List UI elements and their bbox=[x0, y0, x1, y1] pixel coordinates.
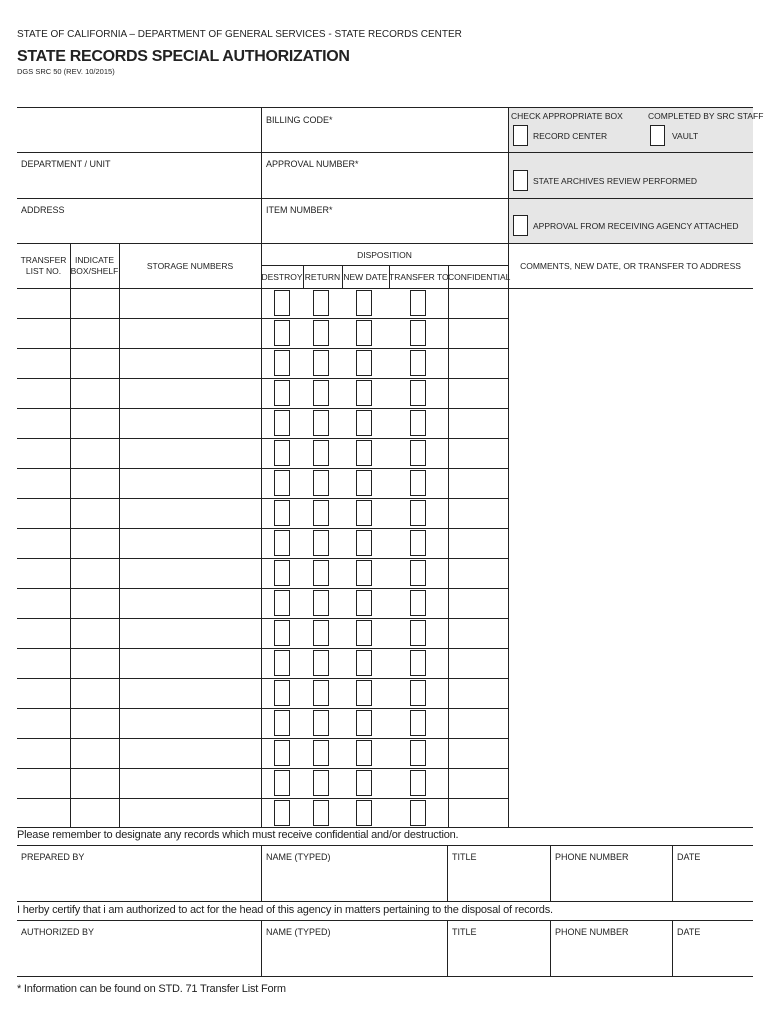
comments-field[interactable] bbox=[509, 289, 753, 826]
divider bbox=[17, 920, 753, 921]
confidential-cell[interactable] bbox=[449, 589, 507, 617]
indicate-cell[interactable] bbox=[71, 619, 118, 647]
storage-cell[interactable] bbox=[120, 739, 260, 767]
col-transfer-list-header bbox=[17, 255, 70, 277]
indicate-cell[interactable] bbox=[71, 649, 118, 677]
destroy-checkbox[interactable] bbox=[274, 650, 290, 676]
transfer-to-checkbox[interactable] bbox=[410, 620, 426, 646]
prepared-phone-field[interactable] bbox=[551, 864, 671, 900]
billing-code-field[interactable] bbox=[262, 125, 507, 151]
col-indicate-header bbox=[70, 255, 119, 277]
transfer-list-cell[interactable] bbox=[18, 769, 69, 797]
transfer-to-checkbox[interactable] bbox=[410, 560, 426, 586]
return-checkbox[interactable] bbox=[313, 590, 329, 616]
destroy-checkbox[interactable] bbox=[274, 620, 290, 646]
confidential-cell[interactable] bbox=[449, 409, 507, 437]
authorized-date-field[interactable] bbox=[673, 939, 753, 975]
divider bbox=[17, 901, 753, 902]
authorized-phone-label: PHONE NUMBER bbox=[555, 927, 629, 937]
form-title: STATE RECORDS SPECIAL AUTHORIZATION bbox=[17, 48, 350, 65]
return-checkbox[interactable] bbox=[313, 320, 329, 346]
storage-cell[interactable] bbox=[120, 799, 260, 827]
authorized-title-label: TITLE bbox=[452, 927, 477, 937]
confidential-cell[interactable] bbox=[449, 529, 507, 557]
transfer-to-checkbox[interactable] bbox=[410, 440, 426, 466]
divider bbox=[508, 107, 509, 243]
transfer-to-checkbox[interactable] bbox=[410, 740, 426, 766]
authorized-by-label: AUTHORIZED BY bbox=[21, 927, 95, 937]
record-center-checkbox[interactable] bbox=[513, 125, 528, 146]
authorized-phone-field[interactable] bbox=[551, 939, 671, 975]
return-checkbox[interactable] bbox=[313, 290, 329, 316]
confidential-cell[interactable] bbox=[449, 439, 507, 467]
destroy-checkbox[interactable] bbox=[274, 410, 290, 436]
destroy-checkbox[interactable] bbox=[274, 590, 290, 616]
return-checkbox[interactable] bbox=[313, 410, 329, 436]
divider bbox=[261, 265, 508, 266]
transfer-to-checkbox[interactable] bbox=[410, 350, 426, 376]
confidential-cell[interactable] bbox=[449, 559, 507, 587]
new-date-checkbox[interactable] bbox=[356, 350, 372, 376]
transfer-to-checkbox[interactable] bbox=[410, 320, 426, 346]
new-date-checkbox[interactable] bbox=[356, 410, 372, 436]
indicate-cell[interactable] bbox=[71, 529, 118, 557]
new-date-checkbox[interactable] bbox=[356, 290, 372, 316]
indicate-cell[interactable] bbox=[71, 289, 118, 317]
storage-cell[interactable] bbox=[120, 319, 260, 347]
transfer-to-checkbox[interactable] bbox=[410, 470, 426, 496]
prepared-date-field[interactable] bbox=[673, 864, 753, 900]
department-unit-field[interactable] bbox=[18, 170, 260, 197]
indicate-cell[interactable] bbox=[71, 409, 118, 437]
new-date-checkbox[interactable] bbox=[356, 380, 372, 406]
transfer-list-cell[interactable] bbox=[18, 739, 69, 767]
transfer-list-cell[interactable] bbox=[18, 649, 69, 677]
billing-code-label: BILLING CODE* bbox=[266, 115, 333, 125]
divider bbox=[17, 198, 753, 199]
transfer-to-checkbox[interactable] bbox=[410, 800, 426, 826]
new-date-checkbox[interactable] bbox=[356, 650, 372, 676]
approval-receiving-checkbox[interactable] bbox=[513, 215, 528, 236]
storage-cell[interactable] bbox=[120, 709, 260, 737]
item-number-field[interactable] bbox=[262, 216, 507, 242]
transfer-list-cell[interactable] bbox=[18, 289, 69, 317]
confidential-cell[interactable] bbox=[449, 799, 507, 827]
prepared-date-label: DATE bbox=[677, 852, 701, 862]
form-number: DGS SRC 50 (REV. 10/2015) bbox=[17, 67, 115, 76]
storage-cell[interactable] bbox=[120, 589, 260, 617]
confidential-cell[interactable] bbox=[449, 349, 507, 377]
divider bbox=[17, 976, 753, 977]
new-date-checkbox[interactable] bbox=[356, 800, 372, 826]
storage-cell[interactable] bbox=[120, 379, 260, 407]
destroy-checkbox[interactable] bbox=[274, 500, 290, 526]
col-destroy-header: DESTROY bbox=[261, 272, 303, 282]
indicate-cell[interactable] bbox=[71, 469, 118, 497]
address-field[interactable] bbox=[18, 216, 260, 242]
confidential-cell[interactable] bbox=[449, 619, 507, 647]
transfer-to-checkbox[interactable] bbox=[410, 680, 426, 706]
storage-cell[interactable] bbox=[120, 439, 260, 467]
approval-receiving-label: APPROVAL FROM RECEIVING AGENCY ATTACHED bbox=[533, 221, 739, 231]
storage-cell[interactable] bbox=[120, 769, 260, 797]
col-transfer-to-header: TRANSFER TO bbox=[389, 272, 449, 282]
new-date-checkbox[interactable] bbox=[356, 560, 372, 586]
return-checkbox[interactable] bbox=[313, 680, 329, 706]
indicate-cell[interactable] bbox=[71, 769, 118, 797]
destroy-checkbox[interactable] bbox=[274, 380, 290, 406]
transfer-to-checkbox[interactable] bbox=[410, 380, 426, 406]
confidential-cell[interactable] bbox=[449, 769, 507, 797]
indicate-cell[interactable] bbox=[71, 559, 118, 587]
header-line: TRANSFER bbox=[20, 255, 67, 265]
transfer-to-checkbox[interactable] bbox=[410, 500, 426, 526]
confidential-cell[interactable] bbox=[449, 739, 507, 767]
confidential-note: Please remember to designate any records which must receive confidential and/or destruction. bbox=[17, 829, 459, 841]
storage-cell[interactable] bbox=[120, 289, 260, 317]
destroy-checkbox[interactable] bbox=[274, 350, 290, 376]
storage-cell[interactable] bbox=[120, 559, 260, 587]
return-checkbox[interactable] bbox=[313, 620, 329, 646]
authorized-date-label: DATE bbox=[677, 927, 701, 937]
prepared-phone-label: PHONE NUMBER bbox=[555, 852, 629, 862]
return-checkbox[interactable] bbox=[313, 560, 329, 586]
certify-note: I herby certify that i am authorized to act for the head of this agency in matters pertaining to the disposal of records. bbox=[17, 904, 553, 916]
footnote: * Information can be found on STD. 71 Transfer List Form bbox=[17, 983, 286, 995]
transfer-list-cell[interactable] bbox=[18, 619, 69, 647]
new-date-checkbox[interactable] bbox=[356, 680, 372, 706]
authorized-name-label: NAME (TYPED) bbox=[266, 927, 331, 937]
disposition-header: DISPOSITION bbox=[357, 250, 412, 260]
indicate-cell[interactable] bbox=[71, 709, 118, 737]
prepared-title-label: TITLE bbox=[452, 852, 477, 862]
storage-cell[interactable] bbox=[120, 469, 260, 497]
transfer-to-checkbox[interactable] bbox=[410, 290, 426, 316]
indicate-cell[interactable] bbox=[71, 799, 118, 827]
col-new-date-header: NEW DATE bbox=[343, 272, 388, 282]
transfer-to-checkbox[interactable] bbox=[410, 530, 426, 556]
col-confidential-header: CONFIDENTIAL bbox=[448, 272, 511, 282]
destroy-checkbox[interactable] bbox=[274, 560, 290, 586]
destroy-checkbox[interactable] bbox=[274, 740, 290, 766]
confidential-cell[interactable] bbox=[449, 469, 507, 497]
transfer-list-cell[interactable] bbox=[18, 379, 69, 407]
item-number-label: ITEM NUMBER* bbox=[266, 205, 333, 215]
new-date-checkbox[interactable] bbox=[356, 710, 372, 736]
prepared-name-field[interactable] bbox=[262, 864, 446, 900]
return-checkbox[interactable] bbox=[313, 530, 329, 556]
transfer-list-cell[interactable] bbox=[18, 709, 69, 737]
confidential-cell[interactable] bbox=[449, 709, 507, 737]
storage-cell[interactable] bbox=[120, 409, 260, 437]
divider bbox=[17, 243, 753, 244]
divider bbox=[17, 152, 753, 153]
confidential-cell[interactable] bbox=[449, 499, 507, 527]
new-date-checkbox[interactable] bbox=[356, 740, 372, 766]
storage-cell[interactable] bbox=[120, 649, 260, 677]
divider bbox=[17, 827, 753, 828]
return-checkbox[interactable] bbox=[313, 440, 329, 466]
transfer-to-checkbox[interactable] bbox=[410, 650, 426, 676]
new-date-checkbox[interactable] bbox=[356, 620, 372, 646]
vault-checkbox[interactable] bbox=[650, 125, 665, 146]
indicate-cell[interactable] bbox=[71, 679, 118, 707]
divider bbox=[17, 107, 753, 108]
divider bbox=[17, 845, 753, 846]
indicate-cell[interactable] bbox=[71, 349, 118, 377]
destroy-checkbox[interactable] bbox=[274, 770, 290, 796]
return-checkbox[interactable] bbox=[313, 350, 329, 376]
col-comments-header: COMMENTS, NEW DATE, OR TRANSFER TO ADDRESS bbox=[520, 261, 741, 271]
header-line: BOX/SHELF bbox=[70, 266, 119, 276]
confidential-cell[interactable] bbox=[449, 379, 507, 407]
indicate-cell[interactable] bbox=[71, 499, 118, 527]
destroy-checkbox[interactable] bbox=[274, 710, 290, 736]
storage-cell[interactable] bbox=[120, 529, 260, 557]
return-checkbox[interactable] bbox=[313, 470, 329, 496]
storage-cell[interactable] bbox=[120, 499, 260, 527]
header-line: INDICATE bbox=[74, 255, 115, 265]
transfer-list-cell[interactable] bbox=[18, 589, 69, 617]
transfer-to-checkbox[interactable] bbox=[410, 710, 426, 736]
destroy-checkbox[interactable] bbox=[274, 800, 290, 826]
transfer-list-cell[interactable] bbox=[18, 349, 69, 377]
prepared-title-field[interactable] bbox=[448, 864, 549, 900]
indicate-cell[interactable] bbox=[71, 439, 118, 467]
indicate-cell[interactable] bbox=[71, 379, 118, 407]
archives-review-checkbox[interactable] bbox=[513, 170, 528, 191]
confidential-cell[interactable] bbox=[449, 319, 507, 347]
confidential-cell[interactable] bbox=[449, 649, 507, 677]
prepared-by-field[interactable] bbox=[18, 864, 260, 900]
indicate-cell[interactable] bbox=[71, 739, 118, 767]
destroy-checkbox[interactable] bbox=[274, 320, 290, 346]
return-checkbox[interactable] bbox=[313, 500, 329, 526]
completed-by-heading: COMPLETED BY SRC STAFF bbox=[648, 111, 764, 121]
archives-review-label: STATE ARCHIVES REVIEW PERFORMED bbox=[533, 176, 698, 186]
authorized-name-field[interactable] bbox=[262, 939, 446, 975]
indicate-cell[interactable] bbox=[71, 319, 118, 347]
new-date-checkbox[interactable] bbox=[356, 470, 372, 496]
storage-cell[interactable] bbox=[120, 679, 260, 707]
record-center-label: RECORD CENTER bbox=[533, 131, 608, 141]
storage-cell[interactable] bbox=[120, 619, 260, 647]
return-checkbox[interactable] bbox=[313, 770, 329, 796]
transfer-list-cell[interactable] bbox=[18, 499, 69, 527]
destroy-checkbox[interactable] bbox=[274, 290, 290, 316]
new-date-checkbox[interactable] bbox=[356, 530, 372, 556]
check-box-heading: CHECK APPROPRIATE BOX bbox=[511, 111, 623, 121]
authorized-by-field[interactable] bbox=[18, 939, 260, 975]
transfer-list-cell[interactable] bbox=[18, 799, 69, 827]
transfer-list-cell[interactable] bbox=[18, 409, 69, 437]
return-checkbox[interactable] bbox=[313, 800, 329, 826]
destroy-checkbox[interactable] bbox=[274, 530, 290, 556]
col-storage-header: STORAGE NUMBERS bbox=[146, 261, 234, 271]
approval-number-field[interactable] bbox=[262, 170, 507, 197]
approval-number-label: APPROVAL NUMBER* bbox=[266, 159, 359, 169]
new-date-checkbox[interactable] bbox=[356, 590, 372, 616]
prepared-name-label: NAME (TYPED) bbox=[266, 852, 331, 862]
transfer-list-cell[interactable] bbox=[18, 529, 69, 557]
prepared-by-label: PREPARED BY bbox=[21, 852, 85, 862]
transfer-to-checkbox[interactable] bbox=[410, 410, 426, 436]
return-checkbox[interactable] bbox=[313, 650, 329, 676]
transfer-list-cell[interactable] bbox=[18, 559, 69, 587]
return-checkbox[interactable] bbox=[313, 380, 329, 406]
transfer-to-checkbox[interactable] bbox=[410, 770, 426, 796]
col-return-header: RETURN bbox=[304, 272, 341, 282]
destroy-checkbox[interactable] bbox=[274, 440, 290, 466]
new-date-checkbox[interactable] bbox=[356, 440, 372, 466]
transfer-list-cell[interactable] bbox=[18, 319, 69, 347]
destroy-checkbox[interactable] bbox=[274, 470, 290, 496]
return-checkbox[interactable] bbox=[313, 740, 329, 766]
authorized-title-field[interactable] bbox=[448, 939, 549, 975]
confidential-cell[interactable] bbox=[449, 679, 507, 707]
transfer-list-cell[interactable] bbox=[18, 679, 69, 707]
new-date-checkbox[interactable] bbox=[356, 320, 372, 346]
department-unit-label: DEPARTMENT / UNIT bbox=[21, 159, 111, 169]
agency-line: STATE OF CALIFORNIA – DEPARTMENT OF GENERAL SERVICES - STATE RECORDS CENTER bbox=[17, 29, 462, 40]
vault-label: VAULT bbox=[672, 131, 699, 141]
storage-cell[interactable] bbox=[120, 349, 260, 377]
address-label: ADDRESS bbox=[21, 205, 65, 215]
transfer-list-cell[interactable] bbox=[18, 439, 69, 467]
header-line: LIST NO. bbox=[25, 266, 62, 276]
new-date-checkbox[interactable] bbox=[356, 770, 372, 796]
transfer-list-cell[interactable] bbox=[18, 469, 69, 497]
destroy-checkbox[interactable] bbox=[274, 680, 290, 706]
indicate-cell[interactable] bbox=[71, 589, 118, 617]
new-date-checkbox[interactable] bbox=[356, 500, 372, 526]
transfer-to-checkbox[interactable] bbox=[410, 590, 426, 616]
return-checkbox[interactable] bbox=[313, 710, 329, 736]
confidential-cell[interactable] bbox=[449, 289, 507, 317]
